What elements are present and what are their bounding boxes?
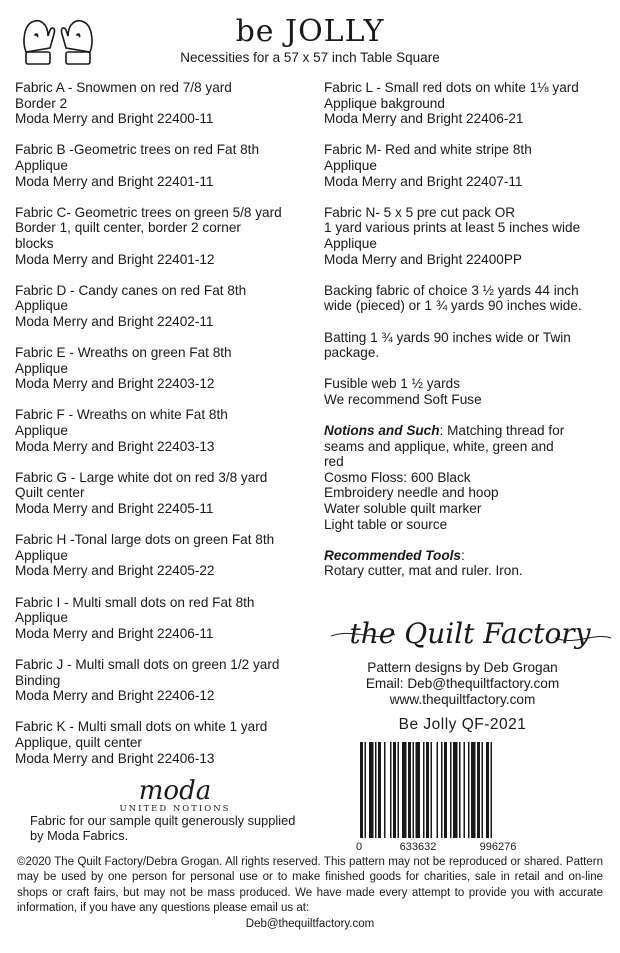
fabric-use: Applique — [15, 157, 68, 173]
page-subtitle: Necessities for a 57 x 57 inch Table Square — [180, 50, 440, 65]
fabric-code: Moda Merry and Bright 22406-21 — [324, 111, 524, 127]
barcode-bar — [453, 742, 458, 838]
notions-heading: Notions and Such — [324, 423, 440, 439]
barcode-bar — [375, 742, 377, 838]
fabric-item-h — [15, 532, 315, 579]
fabric-item-g — [15, 470, 315, 517]
tools-heading: Recommended Tools — [324, 547, 461, 563]
fabric-code: Moda Merry and Bright 22407-11 — [324, 173, 523, 189]
barcode-digits-right: 996276 — [479, 841, 517, 853]
barcode-bar — [402, 742, 407, 838]
barcode-bar — [378, 742, 381, 838]
fabric-item-j — [15, 657, 315, 704]
barcode-bar — [437, 742, 439, 838]
notions-line: Water soluble quilt marker — [324, 501, 482, 517]
backing-line: wide (pieced) or 1 ¾ yards 90 inches wide. — [324, 298, 582, 314]
fabric-line: Fabric K - Multi small dots on white 1 yard — [15, 719, 268, 735]
fabric-line: Fabric I - Multi small dots on red Fat 8th — [15, 594, 255, 610]
notions-text: : Matching thread for — [439, 423, 565, 439]
fabric-line: Fabric N- 5 x 5 pre cut pack OR — [324, 204, 516, 220]
designer-email: Email: Deb@thequiltfactory.com — [365, 676, 560, 691]
fabric-item-n — [324, 205, 614, 267]
barcode-bar — [459, 742, 461, 838]
fabric-use: Applique — [15, 423, 68, 439]
fabric-use: 1 yard various prints at least 5 inches wide — [324, 220, 581, 236]
fabric-use: Applique — [15, 360, 68, 376]
fabric-use: Applique — [15, 547, 68, 563]
tools-colon: : — [460, 547, 465, 563]
fabric-line: Fabric D - Candy canes on red Fat 8th — [15, 282, 247, 298]
fabric-code: Moda Merry and Bright 22405-11 — [15, 501, 214, 517]
notions-line: red — [324, 454, 344, 470]
fabric-line: Fabric B -Geometric trees on red Fat 8th — [15, 142, 260, 158]
barcode-bar — [441, 742, 443, 838]
fabric-use: Binding — [15, 672, 61, 688]
batting-line: package. — [324, 345, 380, 361]
barcode-bar — [365, 742, 367, 838]
copyright-notice — [17, 855, 603, 932]
barcode-bar — [464, 742, 466, 838]
fabric-line: Fabric C- Geometric trees on green 5/8 yard — [15, 204, 282, 220]
fabric-line: Fabric J - Multi small dots on green 1/2 yard — [15, 656, 280, 672]
fabric-code: Moda Merry and Bright 22403-12 — [15, 376, 215, 392]
backing-line: Backing fabric of choice 3 ½ yards 44 inch — [324, 282, 579, 298]
fabric-use: Quilt center — [15, 485, 85, 501]
fabric-code: Moda Merry and Bright 22402-11 — [15, 313, 214, 329]
fabric-line: Fabric E - Wreaths on green Fat 8th — [15, 345, 232, 361]
notions-line: seams and applique, white, green and — [324, 438, 554, 454]
product-name: Be Jolly QF-2021 — [398, 716, 527, 733]
fusible-item — [324, 376, 614, 407]
fabric-line: Fabric G - Large white dot on red 3/8 yard — [15, 469, 268, 485]
barcode-bar — [384, 742, 386, 838]
barcode-bar — [431, 742, 433, 838]
copyright-text: ©2020 The Quilt Factory/Debra Grogan. All rights reserved. This pattern may not be reproduced or shared. Pattern may be used by one person for personal use or to make finished goods for charities, sale in retail and on-line shops or craft fairs, but may not be mass produced. We have made every attempt to provide you with accurate information, if you have any questions please email us at: — [17, 856, 603, 915]
fabric-line: Fabric H -Tonal large dots on green Fat 8th — [15, 532, 275, 548]
designer-info — [325, 660, 600, 708]
fabric-use: Border 2 — [15, 95, 68, 111]
moda-logo — [95, 777, 255, 817]
batting-item — [324, 330, 614, 361]
barcode-digit-left: 0 — [356, 841, 363, 853]
barcode-bar — [360, 742, 363, 838]
barcode-bar — [471, 742, 476, 838]
tools-section — [324, 548, 614, 579]
fabric-code: Moda Merry and Bright 22406-11 — [15, 625, 214, 641]
fabric-use: Border 1, quilt center, border 2 corner — [15, 220, 241, 236]
fabric-use: Applique bakground — [324, 95, 445, 111]
barcode-bar — [416, 742, 421, 838]
fabric-code: Moda Merry and Bright 22405-22 — [15, 563, 215, 579]
fabric-item-k — [15, 719, 315, 766]
backing-item — [324, 283, 614, 314]
fusible-line: Fusible web 1 ½ yards — [324, 376, 461, 392]
notions-line: Embroidery needle and hoop — [324, 485, 499, 501]
fabric-item-f — [15, 407, 315, 454]
copyright-email: Deb@thequiltfactory.com — [245, 917, 375, 930]
fabric-line: Fabric F - Wreaths on white Fat 8th — [15, 407, 228, 423]
barcode-digits-mid: 633632 — [399, 841, 437, 853]
notions-line: Cosmo Floss: 600 Black — [324, 469, 471, 485]
fabric-item-i — [15, 595, 315, 642]
barcode-bar — [450, 742, 452, 838]
barcode-bar — [491, 742, 493, 838]
barcode-bar — [444, 742, 447, 838]
barcode-bar — [468, 742, 470, 838]
moda-logo-sub: UNITED NOTIONS — [119, 804, 231, 814]
fusible-line: We recommend Soft Fuse — [324, 391, 482, 407]
barcode-bar — [482, 742, 484, 838]
tools-line: Rotary cutter, mat and ruler. Iron. — [324, 563, 523, 579]
fabric-line: Fabric A - Snowmen on red 7/8 yard — [15, 80, 232, 95]
barcode-bar — [486, 742, 489, 838]
notions-line: Light table or source — [324, 516, 448, 532]
fabric-item-e — [15, 345, 315, 392]
fabric-code: Moda Merry and Bright 22403-13 — [15, 438, 215, 454]
fabric-code: Moda Merry and Bright 22406-12 — [15, 688, 215, 704]
barcode-icon — [348, 738, 562, 853]
barcode-bar — [426, 742, 429, 838]
fabric-code: Moda Merry and Bright 22406-13 — [15, 750, 215, 766]
barcode-bar — [398, 742, 400, 838]
designer-website: www.thequiltfactory.com — [389, 692, 536, 707]
fabric-item-c — [15, 205, 315, 267]
fabric-use-cont: Applique — [324, 235, 377, 251]
moda-credit-line: by Moda Fabrics. — [30, 828, 129, 843]
fabric-use: Applique, quilt center — [15, 734, 142, 750]
fabric-code: Moda Merry and Bright 22401-12 — [15, 251, 215, 267]
fabric-code: Moda Merry and Bright 22400-11 — [15, 111, 214, 127]
quilt-factory-logo — [325, 598, 615, 668]
fabric-use: Applique — [15, 298, 68, 314]
fabric-item-b — [15, 142, 315, 189]
batting-line: Batting 1 ¾ yards 90 inches wide or Twin — [324, 329, 571, 345]
notions-section — [324, 423, 614, 532]
barcode-bar — [369, 742, 374, 838]
fabric-line: Fabric M- Red and white stripe 8th — [324, 142, 532, 158]
fabric-code: Moda Merry and Bright 22400PP — [324, 251, 522, 267]
fabric-item-m — [324, 142, 614, 189]
left-fabric-list — [15, 80, 315, 782]
fabric-code: Moda Merry and Bright 22401-11 — [15, 173, 214, 189]
fabric-use: Applique — [324, 157, 377, 173]
fabric-line: Fabric L - Small red dots on white 1⅛ yard — [324, 80, 579, 95]
barcode-bar — [477, 742, 480, 838]
barcode-bar — [408, 742, 411, 838]
barcode-bar — [393, 742, 396, 838]
right-fabric-list — [324, 80, 614, 595]
barcode-bar — [423, 742, 425, 838]
page-title: be JOLLY — [235, 14, 385, 49]
fabric-item-d — [15, 283, 315, 330]
moda-credit-line: Fabric for our sample quilt generously supplied — [30, 813, 296, 828]
fabric-item-l — [324, 80, 614, 127]
barcode-bar — [390, 742, 392, 838]
designer-line: Pattern designs by Deb Grogan — [367, 660, 558, 675]
moda-logo-text: moda — [138, 777, 212, 806]
moda-credit — [30, 813, 330, 843]
fabric-use-cont: blocks — [15, 235, 54, 251]
barcode-bar — [413, 742, 415, 838]
fabric-use: Applique — [15, 610, 68, 626]
fabric-item-a — [15, 80, 315, 127]
quilt-factory-logo-text: the Quilt Factory — [349, 617, 591, 650]
